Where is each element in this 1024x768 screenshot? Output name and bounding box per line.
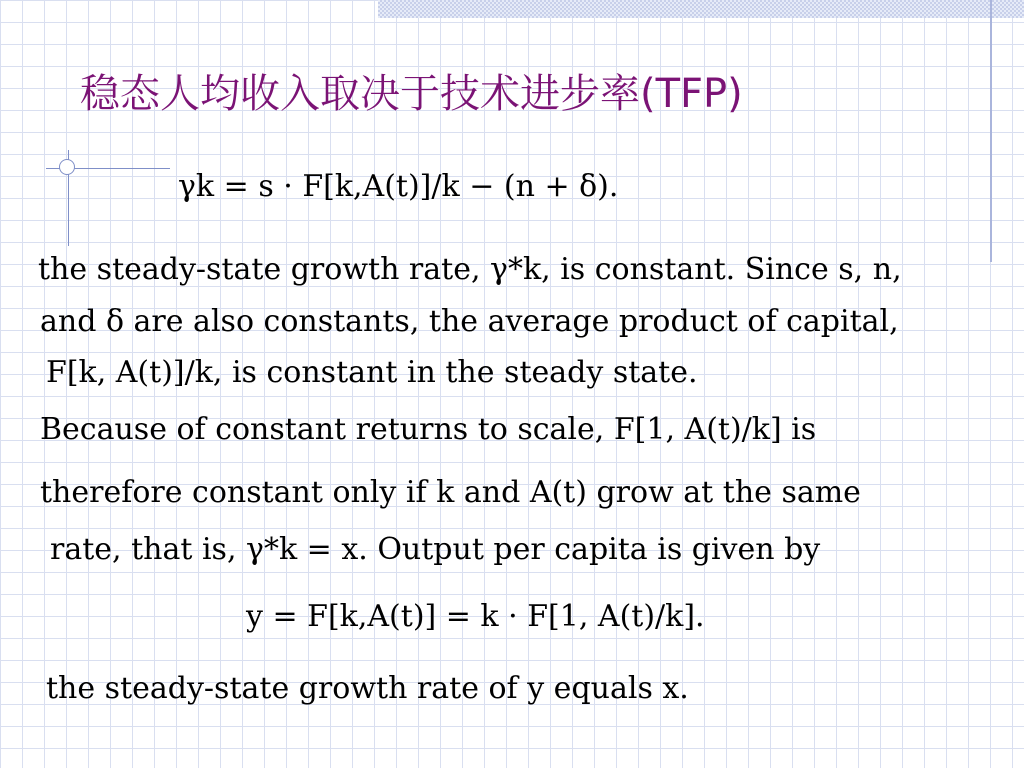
top-decorative-band xyxy=(378,0,1024,18)
text-line-4: Because of constant returns to scale, F[1, A(t)/k] is xyxy=(40,412,817,447)
text-line-6: rate, that is, γ*k = x. Output per capita is given by xyxy=(50,532,821,567)
equation-growth-rate: γk = s · F[k,A(t)]/k − (n + δ). xyxy=(178,169,619,204)
right-decorative-rule xyxy=(990,0,992,262)
text-line-5: therefore constant only if k and A(t) grow at the same xyxy=(40,475,861,510)
bullet-deco-circle-icon xyxy=(59,159,75,175)
slide-title: 稳态人均收入取决于技术进步率(TFP) xyxy=(80,71,743,117)
equation-output-per-capita: y = F[k,A(t)] = k · F[1, A(t)/k]. xyxy=(246,599,705,634)
text-line-7: the steady-state growth rate of y equals x. xyxy=(46,671,689,706)
text-line-3: F[k, A(t)]/k, is constant in the steady state. xyxy=(46,355,698,390)
text-line-1: the steady-state growth rate, γ*k, is constant. Since s, n, xyxy=(38,252,902,287)
text-line-2: and δ are also constants, the average product of capital, xyxy=(40,304,899,339)
